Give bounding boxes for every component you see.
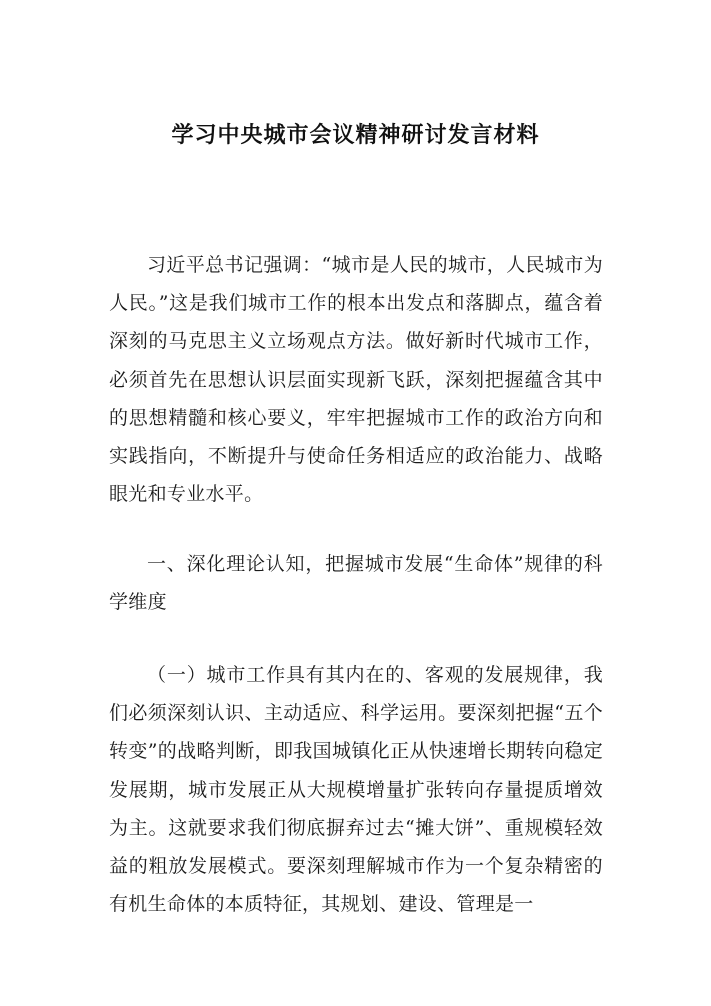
body-paragraph-intro: 习近平总书记强调：“城市是人民的城市，人民城市为人民。”这是我们城市工作的根本出发点和落脚点，蕴含着深刻的马克思主义立场观点方法。做好新时代城市工作，必须首先在思想认识层面实现新飞跃，深刻把握蕴含其中的思想精髓和核心要义，牢牢把握城市工作的政治方向和实践指向，不断提升与使命任务相适应的政治能力、战略眼光和专业水平。 [109, 254, 603, 506]
section-heading-1: 一、深化理论认知，把握城市发展“生命体”规律的科学维度 [109, 553, 603, 614]
document-title: 学习中央城市会议精神研讨发言材料 [171, 123, 540, 148]
body-paragraph-1-1: （一）城市工作具有其内在的、客观的发展规律，我们必须深刻认识、主动适应、科学运用。要深刻把握“五个转变”的战略判断，即我国城镇化正从快速增长期转向稳定发展期，城市发展正从大规模增量扩张转向存量提质增效为主。这就要求我们彻底摒弃过去“摊大饼”、重规模轻效益的粗放发展模式。要深刻理解城市作为一个复杂精密的有机生命体的本质特征，其规划、建设、管理是一 [109, 664, 603, 916]
